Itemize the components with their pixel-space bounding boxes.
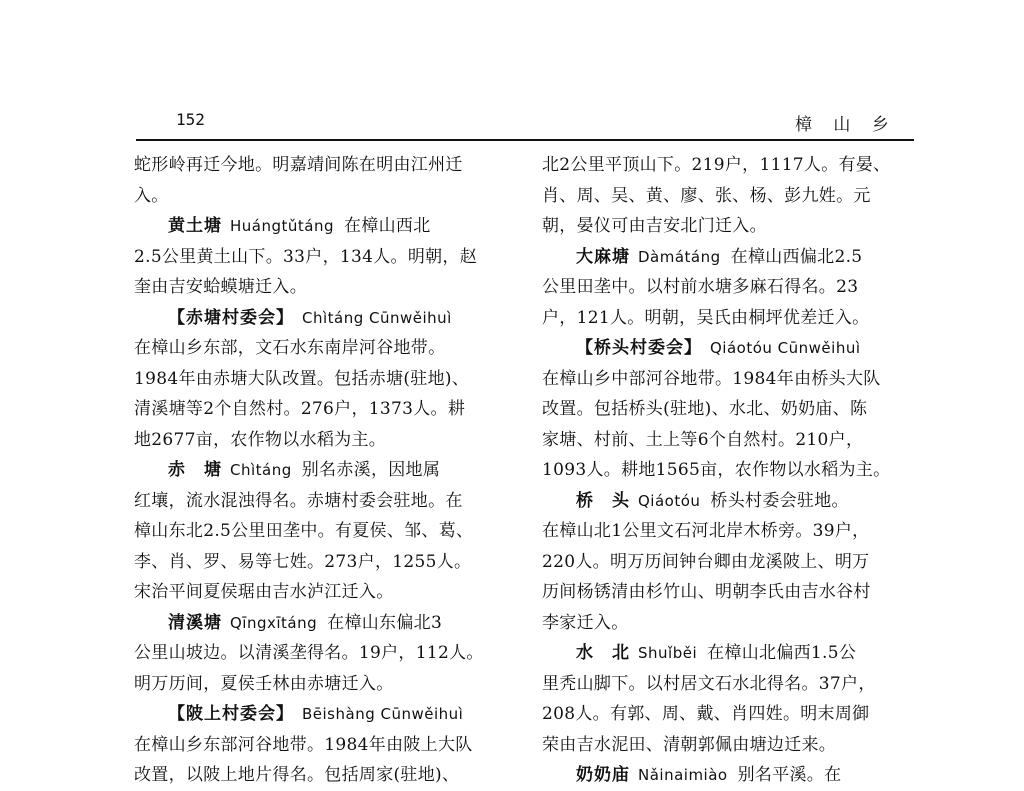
text-line xyxy=(542,211,912,242)
line-text: 家塘、村前、土上等6个自然村。210户， xyxy=(542,429,864,450)
text-line xyxy=(542,333,912,364)
text-line xyxy=(542,150,912,181)
line-text: 北2公里平顶山下。219户，1117人。有晏、 xyxy=(542,155,891,175)
line-text: 公里田垄中。以村前水塘多麻石得名。23 xyxy=(542,277,859,297)
text-line xyxy=(542,730,912,761)
left-column xyxy=(134,150,504,791)
line-text: 1093人。耕地1565亩，农作物以水稻为主。 xyxy=(542,460,891,480)
line-text: 樟山东北2.5公里田垄中。有夏侯、邹、葛、 xyxy=(134,521,474,541)
text-line xyxy=(542,425,912,456)
text-line xyxy=(134,486,504,517)
text-line xyxy=(134,730,504,761)
text-line xyxy=(134,577,504,608)
line-text: 改置，以陂上地片得名。包括周家(驻地)、 xyxy=(134,765,460,785)
text-line xyxy=(134,364,504,395)
text-line xyxy=(542,303,912,334)
entry-pinyin: Huángtǔtáng xyxy=(230,217,334,235)
line-text: 明万历间，夏侯壬林由赤塘迁入。 xyxy=(134,673,394,694)
line-text: 别名赤溪，因地属 xyxy=(301,460,441,480)
entry-pinyin: Shuǐběi xyxy=(638,644,698,662)
entry-headword: 【桥头村委会】 xyxy=(576,338,702,358)
text-line xyxy=(542,577,912,608)
line-text: 在樟山乡东部，文石水东南岸河谷地带。 xyxy=(134,338,446,358)
line-text: 朝，晏仪可由吉安北门迁入。 xyxy=(542,216,767,236)
entry-pinyin: Qiáotóu Cūnwěihuì xyxy=(710,339,861,357)
line-text: 208人。有郭、周、戴、肖四姓。明末周御 xyxy=(542,704,870,724)
entry-headword: 大麻塘 xyxy=(576,246,630,267)
text-line xyxy=(542,516,912,547)
line-text: 地2677亩，农作物以水稻为主。 xyxy=(134,429,387,450)
text-line xyxy=(542,638,912,669)
text-line xyxy=(134,516,504,547)
text-line xyxy=(134,425,504,456)
line-text: 别名平溪。在 xyxy=(737,765,842,785)
entry-headword: 清溪塘 xyxy=(168,612,222,633)
text-line xyxy=(134,242,504,273)
entry-headword: 桥 头 xyxy=(576,490,630,511)
line-text: 2.5公里黄土山下。33户，134人。明朝，赵 xyxy=(134,246,478,267)
text-line xyxy=(134,638,504,669)
text-line xyxy=(134,211,504,242)
text-line xyxy=(134,394,504,425)
entry-pinyin: Nǎinaimiào xyxy=(638,766,728,784)
entry-headword: 【赤塘村委会】 xyxy=(168,307,294,328)
text-line xyxy=(134,608,504,639)
line-text: 肖、周、吴、黄、廖、张、杨、彭九姓。元 xyxy=(542,185,871,206)
text-line xyxy=(134,547,504,578)
entry-pinyin: Chìtáng Cūnwěihuì xyxy=(302,308,452,327)
entry-headword: 赤 塘 xyxy=(168,460,222,480)
text-line xyxy=(542,608,912,639)
text-line xyxy=(134,303,504,334)
line-text: 在樟山北1公里文石河北岸木桥旁。39户， xyxy=(542,521,870,541)
line-text: 公里山坡边。以清溪垄得名。19户，112人。 xyxy=(134,643,484,663)
line-text: 历间杨锈清由杉竹山、明朝李氏由吉水谷村 xyxy=(542,582,871,602)
text-line xyxy=(134,181,504,212)
line-text: 入。 xyxy=(134,185,169,206)
line-text: 户，121人。明朝，吴氏由桐坪优差迁入。 xyxy=(542,307,870,328)
line-text: 在樟山西偏北2.5 xyxy=(730,246,863,267)
text-line xyxy=(542,486,912,517)
entry-headword: 黄土塘 xyxy=(168,216,222,236)
entry-pinyin: Chìtáng xyxy=(230,461,292,479)
line-text: 桥头村委会驻地。 xyxy=(710,490,849,511)
text-line xyxy=(542,669,912,700)
text-line xyxy=(542,272,912,303)
text-line xyxy=(134,272,504,303)
text-line xyxy=(542,181,912,212)
line-text: 蛇形岭再迁今地。明嘉靖间陈在明由江州迁 xyxy=(134,155,463,175)
text-line xyxy=(542,455,912,486)
line-text: 在樟山乡中部河谷地带。1984年由桥头大队 xyxy=(542,368,881,389)
header-rule xyxy=(136,139,914,141)
text-line xyxy=(542,760,912,791)
line-text: 李家迁入。 xyxy=(542,612,629,633)
line-text: 宋治平间夏侯琚由吉水泸江迁入。 xyxy=(134,582,394,602)
entry-pinyin: Dàmátáng xyxy=(638,247,721,266)
line-text: 在樟山乡东部河谷地带。1984年由陂上大队 xyxy=(134,734,473,755)
line-text: 清溪塘等2个自然村。276户，1373人。耕 xyxy=(134,399,466,419)
text-line xyxy=(134,333,504,364)
entry-headword: 水 北 xyxy=(576,643,630,663)
text-line xyxy=(134,669,504,700)
line-text: 荣由吉水泥田、清朝郭佩由塘边迁来。 xyxy=(542,734,837,755)
line-text: 里秃山脚下。以村居文石水北得名。37户， xyxy=(542,673,876,694)
line-text: 红壤，流水混浊得名。赤塘村委会驻地。在 xyxy=(134,490,463,511)
entry-headword: 奶奶庙 xyxy=(576,765,630,785)
entry-pinyin: Qiáotóu xyxy=(638,491,701,510)
line-text: 改置。包括桥头(驻地)、水北、奶奶庙、陈 xyxy=(542,399,868,419)
text-line xyxy=(542,547,912,578)
right-column xyxy=(542,150,912,791)
text-line xyxy=(542,394,912,425)
line-text: 在樟山北偏西1.5公 xyxy=(707,643,857,663)
line-text: 奎由吉安蛤蟆塘迁入。 xyxy=(134,277,307,297)
line-text: 李、肖、罗、易等七姓。273户，1255人。 xyxy=(134,551,472,572)
text-line xyxy=(134,455,504,486)
page-header-title: 樟 山 乡 xyxy=(795,115,897,135)
text-line xyxy=(542,242,912,273)
line-text: 在樟山西北 xyxy=(344,216,431,236)
text-line xyxy=(134,760,504,791)
text-line xyxy=(134,150,504,181)
line-text: 在樟山东偏北3 xyxy=(327,612,443,633)
text-line xyxy=(542,364,912,395)
page-number: 152 xyxy=(176,110,205,129)
line-text: 220人。明万历间钟台卿由龙溪陂上、明万 xyxy=(542,551,870,572)
entry-pinyin: Bēishàng Cūnwěihuì xyxy=(302,705,464,723)
line-text: 1984年由赤塘大队改置。包括赤塘(驻地)、 xyxy=(134,368,470,389)
entry-headword: 【陂上村委会】 xyxy=(168,704,294,724)
entry-pinyin: Qīngxītáng xyxy=(230,613,318,632)
text-line xyxy=(542,699,912,730)
text-line xyxy=(134,699,504,730)
